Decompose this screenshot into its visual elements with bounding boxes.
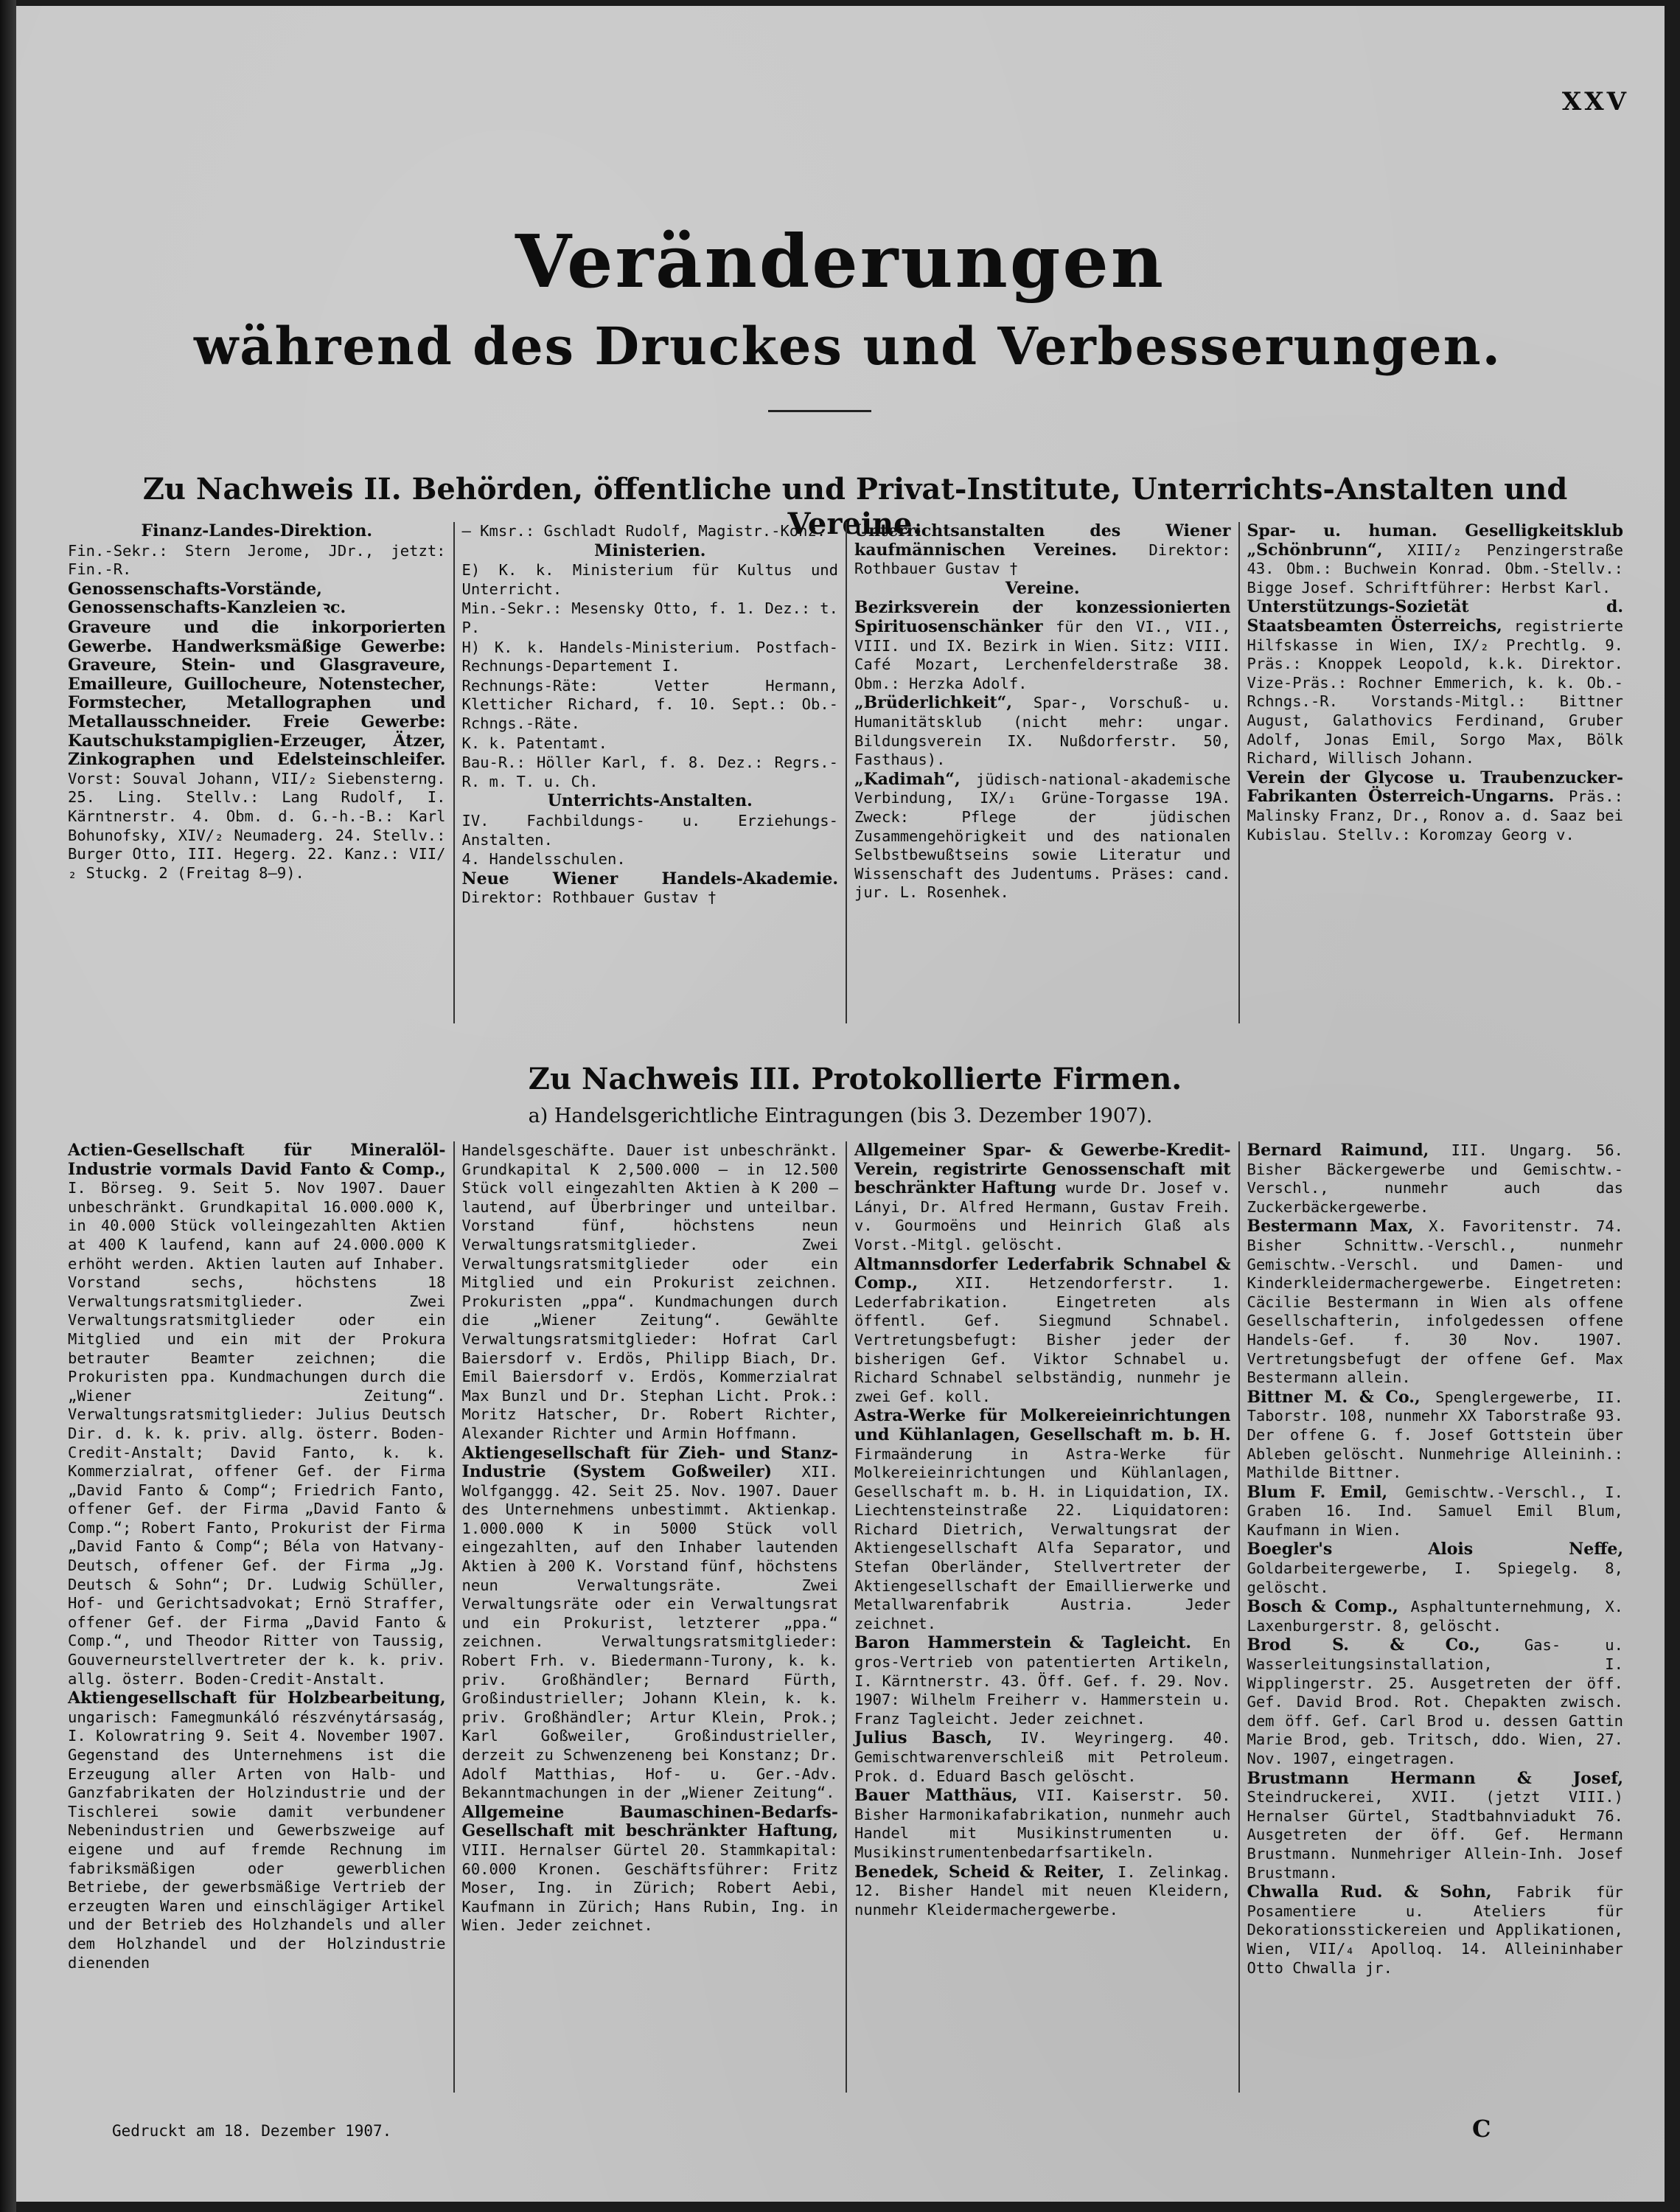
entry-text: I. Zelinkag. 12. Bisher Handel mit neuen Kleidern, nunmehr Kleidermachergewerbe. xyxy=(854,1863,1231,1919)
directory-entry xyxy=(1247,1217,1624,1387)
entry-name: Boegler's Alois Neffe, xyxy=(1247,1540,1623,1559)
directory-entry xyxy=(854,1634,1231,1728)
text-column-3 xyxy=(846,1141,1238,2093)
entry-text: Direktor: Rothbauer Gustav † xyxy=(854,540,1231,578)
entry-text: — Kmsr.: Gschladt Rudolf, Magistr.-Konz. xyxy=(461,522,826,540)
entry-name: Brod S. & Co., xyxy=(1247,1635,1480,1655)
entry-name: Bittner M. & Co., xyxy=(1247,1387,1421,1407)
entry-text: Spar-, Vorschuß- u. Humanitätsklub (nicht mehr: ungar. Bildungsverein IX. Nußdorferstr. 50, Fasthaus). xyxy=(854,694,1231,769)
directory-entry xyxy=(462,522,839,541)
entry-text: XII. Hetzendorferstr. 1. Lederfabrikation. Eingetreten als öffentl. Gef. Siegmund Schnabel. Vertretungsbefugt: Bisher jeder der bisherigen Gef. Viktor Schnabel u. Richard Schnabel selbständig, nunmehr je zwei Gef. koll. xyxy=(854,1274,1231,1405)
directory-entry xyxy=(462,1444,839,1803)
entry-name: Unterrichts-Anstalten. xyxy=(547,791,753,811)
directory-entry xyxy=(1247,598,1624,768)
entry-text: Direktor: Rothbauer Gustav † xyxy=(461,888,717,907)
directory-entry xyxy=(462,1141,839,1444)
entry-name: Blum F. Emil, xyxy=(1247,1482,1388,1502)
entry-name: Julius Basch, xyxy=(854,1728,992,1748)
directory-entry xyxy=(854,522,1231,579)
entry-text: Min.-Sekr.: Mesensky Otto, f. 1. Dez.: t. P. xyxy=(461,599,838,636)
entry-name: Brustmann Hermann & Josef, xyxy=(1247,1768,1623,1788)
entry-name: Finanz-Landes-Direktion. xyxy=(141,522,373,540)
directory-entry xyxy=(854,771,1231,902)
entry-name: Unterrichtsanstalten des Wiener kaufmännischen Vereines. xyxy=(854,522,1231,560)
directory-entry xyxy=(462,599,839,637)
entry-text: Fin.-Sekr.: Stern Jerome, JDr., jetzt: Fin.-R. xyxy=(68,541,446,579)
entry-name: „Kadimah“, xyxy=(854,769,961,789)
entry-text: En gros-Vertrieb von patentierten Artikeln, I. Kärntnerstr. 43. Öff. Gef. f. 29. Nov. 1907: Wilhelm Freiherr v. Hammerstein u. Franz Tagleicht. Jeder zeichnet. xyxy=(854,1634,1231,1728)
entry-name: Genossenschafts-Vorstände, Genossenschafts-Kanzleien ꝛc. xyxy=(68,579,346,618)
directory-entry xyxy=(462,677,839,734)
entry-name: Bernard Raimund, xyxy=(1247,1141,1429,1160)
entry-text: VII. Kaiserstr. 50. Bisher Harmonikafabrikation, nunmehr auch Handel mit Musikinstrumenten u. Musikinstrumentenbedarfsartikeln. xyxy=(854,1787,1231,1861)
entry-text: Vorst: Souval Johann, VII/₂ Siebensterng. 25. Ling. Stellv.: Lang Rudolf, I. Kärntnerstr. 4. Obm. d. G.-h.-B.: Karl Bohunofsky, XIV/₂ Neumaderg. 24. Stellv.: Burger Otto, III. Hegerg. 22. Kanz.: VII/₂ Stuckg. 2 (Freitag 8—9). xyxy=(68,769,446,882)
directory-entry xyxy=(68,1141,446,1688)
entry-text: für den VI., VII., VIII. und IX. Bezirk in Wien. Sitz: VIII. Café Mozart, Lerchenfelderstraße 38. Obm.: Herzka Adolf. xyxy=(854,617,1231,692)
entry-text: wurde Dr. Josef v. Lányi, Dr. Alfred Hermann, Gustav Freih. v. Gourmoëns und Heinrich Glaß als Vorst.-Mitgl. gelöscht. xyxy=(854,1179,1231,1253)
subsection-heading xyxy=(462,792,839,811)
directory-entry xyxy=(462,812,839,849)
entry-text: Rechnungs-Räte: Vetter Hermann, Kletticher Richard, f. 10. Sept.: Ob.-Rchngs.-Räte. xyxy=(461,676,838,732)
entry-text: E) K. k. Ministerium für Kultus und Unterricht. xyxy=(461,561,838,598)
subsection-heading xyxy=(462,542,839,561)
entry-text: IV. Weyringerg. 40. Gemischtwarenverschleiß mit Petroleum. Prok. d. Eduard Basch gelöscht. xyxy=(854,1729,1231,1785)
directory-entry xyxy=(462,639,839,676)
entry-text: XIII/₂ Penzingerstraße 43. Obm.: Buchwein Konrad. Obm.-Stellv.: Bigge Josef. Schriftführer: Herbst Karl. xyxy=(1247,540,1623,597)
entry-text: Präs.: Malinsky Franz, Dr., Ronov a. d. Saaz bei Kubislau. Stellv.: Koromzay Georg v. xyxy=(1247,787,1623,844)
entry-name: „Brüderlichkeit“, xyxy=(854,693,1012,713)
directory-entry xyxy=(1247,769,1624,844)
subsection-heading xyxy=(854,580,1231,599)
directory-entry xyxy=(1247,1141,1624,1217)
directory-entry xyxy=(1247,1388,1624,1483)
directory-entry xyxy=(1247,1770,1624,1883)
directory-entry xyxy=(68,580,446,618)
corner-mark: C xyxy=(1472,2115,1491,2143)
text-column-2 xyxy=(453,1141,846,2093)
entry-text: Firmaänderung in Astra-Werke für Molkereieinrichtungen und Kühlanlagen, Gesellschaft m. b. H. in Liquidation, IX. Liechtensteinstraße 22. Liquidatoren: Richard Dietrich, Verwaltungsrat der Aktiengesellschaft Alfa Separator, und Stefan Oberländer, Stellvertreter der Aktiengesellschaft der Emaillierwerke und Metallwarenfabrik Austria. Jeder zeichnet. xyxy=(854,1444,1231,1632)
entry-name: Vereine. xyxy=(1005,578,1080,598)
entry-name: Altmannsdorfer Lederfabrik Schnabel & Comp., xyxy=(854,1254,1231,1293)
title-divider xyxy=(768,410,871,412)
text-column-4 xyxy=(1238,1141,1631,2093)
section-heading-nachweis-3: Zu Nachweis III. Protokollierte Firmen. xyxy=(528,1062,1182,1096)
text-column-1 xyxy=(60,522,453,1023)
entry-name: Bestermann Max, xyxy=(1247,1217,1414,1237)
directory-entry xyxy=(462,850,839,869)
entry-text: jüdisch-national-akademische Verbindung, IX/₁ Grüne-Torgasse 19A. Zweck: Pflege der jüdischen Zusammengehörigkeit und des nationalen Selbstbewußtseins sowie Literatur und Wissenschaft des Judentums. Präses: cand. jur. L. Rosenhek. xyxy=(854,770,1231,902)
entry-name: Spar- u. human. Geselligkeitsklub „Schönbrunn“, xyxy=(1247,522,1623,560)
directory-entry xyxy=(462,561,839,599)
entry-name: Bosch & Comp., xyxy=(1247,1597,1398,1617)
subsection-heading xyxy=(68,522,446,541)
entry-text: K. k. Patentamt. xyxy=(461,734,607,752)
entry-name: Chwalla Rud. & Sohn, xyxy=(1247,1882,1492,1902)
directory-entry xyxy=(462,754,839,791)
entry-name: Aktiengesellschaft für Zieh- und Stanz-Industrie (System Goßweiler) xyxy=(461,1443,838,1482)
entry-name: Aktiengesellschaft für Holzbearbeitung, xyxy=(68,1688,446,1708)
directory-entry xyxy=(462,870,839,908)
entry-text: Asphaltunternehmung, X. Laxenburgerstr. 8, gelöscht. xyxy=(1247,1598,1624,1635)
entry-name: Ministerien. xyxy=(594,540,706,560)
directory-entry xyxy=(68,619,446,883)
entry-text: registrierte Hilfskasse in Wien, IX/₂ Prechtlg. 9. Präs.: Knoppek Leopold, k.k. Direktor. Vize-Präs.: Rochner Emmerich, k. k. Ob.-Rchngs.-R. Vorstands-Mitgl.: Bittner August, Galathovics Ferdinand, Gruber Adolf, Jonas Emil, Sorgo Max, Bölk Richard, Willisch Johann. xyxy=(1247,616,1623,768)
directory-entry xyxy=(1247,1883,1624,1978)
directory-entry xyxy=(68,542,446,580)
entry-text: H) K. k. Handels-Ministerium. Postfach-Rechnungs-Departement I. xyxy=(461,638,838,675)
directory-entry xyxy=(854,1256,1231,1407)
entry-text: Spenglergewerbe, II. Taborstr. 108, nunmehr XX Taborstraße 93. Der offene G. f. Josef Gottstein über Ableben gelöscht. Nunmehrige Alleininh.: Mathilde Bittner. xyxy=(1247,1388,1624,1482)
page-title: Veränderungen xyxy=(515,220,1165,305)
entry-text: III. Ungarg. 56. Bisher Bäckergewerbe und Gemischtw.-Verschl., nunmehr auch das Zuckerbäckergewerbe. xyxy=(1247,1141,1623,1216)
entry-text: I. Börseg. 9. Seit 5. Nov 1907. Dauer unbeschränkt. Grundkapital 16.000.000 K, in 40.000 Stück volleingezahlten Aktien at 400 K laufend, kann auf 24.000.000 K erhöht werden. Aktien lauten auf Inhaber. Vorstand sechs, höchstens 18 Verwaltungsratsmitglieder. Zwei Verwaltungsratsmitglieder oder ein Mitglied und ein mit der Prokura betrauter Beamter zeichnen; die Prokuristen ppa. Kundmachungen durch die „Wiener Zeitung“. Verwaltungsratsmitglieder: Julius Deutsch Dir. d. k. k. priv. allg. österr. Boden-Credit-Anstalt; David Fanto, k. k. Kommerzialrat, offener Gef. der Firma „David Fanto & Comp“; Friedrich Fanto, offener Gef. der Firma „David Fanto & Comp.“; Robert Fanto, Prokurist der Firma „David Fanto & Comp“; Béla von Hatvany-Deutsch, offener Gef. der Firma „Jg. Deutsch & Sohn“; Dr. Ludwig Schüller, Hof- und Gerichtsadvokat; Ernö Straffer, offener Gef. der Firma „David Fanto & Comp.“, und Theodor Ritter von Taussig, Gouverneurstellvertreter der k. k. priv. allg. österr. Boden-Credit-Anstalt. xyxy=(68,1179,446,1688)
entry-text: Handelsgeschäfte. Dauer ist unbeschränkt. Grundkapital K 2,500.000 — in 12.500 Stück voll eingezahlten Aktien à K 200 — lautend, auf Überbringer und unteilbar. Vorstand fünf, höchstens neun Verwaltungsratsmitglieder. Zwei Verwaltungsratsmitglieder oder ein Mitglied und ein Prokurist zeichnen. Prokuristen „ppa“. Kundmachungen durch die „Wiener Zeitung“. Gewählte Verwaltungsratsmitglieder: Hofrat Carl Baiersdorf v. Erdös, Philipp Biach, Dr. Emil Baiersdorf v. Erdös, Kommerzialrat Max Bunzl und Dr. Stephan Licht. Prok.: Moritz Hatscher, Dr. Robert Richter, Alexander Richter und Armin Hoffmann. xyxy=(461,1141,838,1442)
section-heading-nachweis-2: Zu Nachweis II. Behörden, öffentliche und Privat-Institute, Unterrichts-Anstalten und Vereine. xyxy=(142,472,1568,541)
directory-entry xyxy=(854,1787,1231,1862)
entry-text: Gemischtw.-Verschl., I. Graben 16. Ind. Samuel Emil Blum, Kaufmann in Wien. xyxy=(1247,1483,1623,1539)
entry-text: Gas- u. Wasserleitungsinstallation, I. Wipplingerstr. 25. Ausgetreten der öff. Gef. David Brod. Rot. Chepakten zwisch. dem öff. Gef. Carl Brod u. dessen Gattin Marie Brod, geb. Tritsch, ddo. Wien, 27. Nov. 1907, eingetragen. xyxy=(1247,1636,1623,1767)
directory-entry xyxy=(1247,1484,1624,1540)
text-column-3 xyxy=(846,522,1238,1023)
entry-text: Goldarbeitergewerbe, I. Spiegelg. 8, gelöscht. xyxy=(1247,1559,1623,1596)
entry-text: VIII. Hernalser Gürtel 20. Stammkapital: 60.000 Kronen. Geschäftsführer: Fritz Moser, Ing. in Zürich; Robert Aebi, Kaufmann in Zürich; Hans Rubin, Ing. in Wien. Jeder zeichnet. xyxy=(461,1840,838,1935)
text-column-1 xyxy=(60,1141,453,2093)
entry-name: Actien-Gesellschaft für Mineralöl-Industrie vormals David Fanto & Comp., xyxy=(68,1141,446,1179)
entry-name: Neue Wiener Handels-Akademie. xyxy=(461,869,838,888)
page-subtitle: während des Druckes und Verbesserungen. xyxy=(194,316,1502,377)
directory-entry xyxy=(462,734,839,754)
directory-entry xyxy=(1247,522,1624,597)
entry-name: Unterstützungs-Sozietät d. Staatsbeamten Österreichs, xyxy=(1247,597,1623,636)
entry-name: Astra-Werke für Molkereieinrichtungen und Kühlanlagen, Gesellschaft m. b. H. xyxy=(854,1406,1231,1444)
directory-entry xyxy=(462,1804,839,1935)
entry-text: IV. Fachbildungs- u. Erziehungs-Anstalten. xyxy=(461,811,838,849)
entry-text: Bau-R.: Höller Karl, f. 8. Dez.: Regrs.-R. m. T. u. Ch. xyxy=(461,754,838,790)
print-date: Gedruckt am 18. Dezember 1907. xyxy=(112,2122,392,2140)
entry-name: Verein der Glycose u. Traubenzucker-Fabrikanten Österreich-Ungarns. xyxy=(1247,768,1623,807)
book-spine xyxy=(0,0,16,2212)
directory-entry xyxy=(68,1689,446,1972)
entry-name: Bezirksverein der konzessionierten Spirituosenschänker xyxy=(854,598,1231,636)
directory-entry xyxy=(1247,1636,1624,1768)
entry-name: Benedek, Scheid & Reiter, xyxy=(854,1862,1105,1882)
text-column-2 xyxy=(453,522,846,1023)
entry-text: X. Favoritenstr. 74. Bisher Schnittw.-Verschl., nunmehr Gemischtw.-Verschl. und Damen- und Kinderkleidermachergewerbe. Eingetreten: Cäcilie Bestermann in Wien als offene Gesellschafterin, infolgedessen offene Handels-Gef. f. 30 Nov. 1907. Vertretungsbefugt der offene Gef. Max Bestermann allein. xyxy=(1247,1217,1624,1387)
directory-entry xyxy=(854,1141,1231,1255)
document-page xyxy=(16,6,1665,2202)
directory-entry xyxy=(854,694,1231,769)
entry-name: Bauer Matthäus, xyxy=(854,1786,1018,1806)
directory-entry xyxy=(854,1407,1231,1633)
entry-name: Allgemeine Baumaschinen-Bedarfs-Gesellschaft mit beschränkter Haftung, xyxy=(461,1802,838,1841)
directory-entry xyxy=(1247,1598,1624,1635)
entry-text: XII. Wolfganggg. 42. Seit 25. Nov. 1907. Dauer des Unternehmens unbestimmt. Aktienkap. 1.000.000 K in 5000 Stück voll eingezahlten, auf den Inhaber lautenden Aktien à 200 K. Vorstand fünf, höchstens neun Verwaltungsräte. Zwei Verwaltungsräte oder ein Verwaltungsrat und ein Prokurist, letzterer „ppa.“ zeichnen. Verwaltungsratsmitglieder: Robert Frh. v. Biedermann-Turony, k. k. priv. Großhändler; Bernard Fürth, Großindustrieller; Johann Klein, k. k. priv. Großhändler; Artur Klein, Prok.; Karl Goßweiler, Großindustrieller, derzeit zu Schwenzeneng bei Konstanz; Dr. Adolf Matthias, Hof- u. Ger.-Adv. Bekanntmachungen in der „Wiener Zeitung“. xyxy=(461,1463,839,1802)
section-subheading: a) Handelsgerichtliche Eintragungen (bis 3. Dezember 1907). xyxy=(528,1105,1153,1127)
text-column-4 xyxy=(1238,522,1631,1023)
directory-entry xyxy=(854,1863,1231,1920)
entry-text: ungarisch: Famegmunkáló részvénytársaság, I. Kolowratring 9. Seit 4. November 1907. Gegenstand des Unternehmens ist die Erzeugung aller Arten von Halb- und Ganzfabrikaten der Holzindustrie und der Tischlerei sowie damit verbundener Nebenindustrien und Gewerbszweige auf eigene und auf fremde Rechnung im fabriksmäßigen oder gewerblichen Betriebe, der gewerbsmäßige Vertrieb der erzeugten Waren und einschlägiger Artikel und der Betrieb des Holzhandels und aller dem Holzhandel und der Holzindustrie dienenden xyxy=(68,1708,446,1972)
directory-entry xyxy=(854,1729,1231,1786)
entry-text: Steindruckerei, XVII. (jetzt VIII.) Hernalser Gürtel, Stadtbahnviadukt 76. Ausgetreten der öff. Gef. Hermann Brustmann. Nunmehriger Allein-Inh. Josef Brustmann. xyxy=(1247,1788,1623,1882)
directory-entry xyxy=(854,599,1231,693)
section-nachweis-2-columns xyxy=(60,522,1631,1023)
entry-name: Baron Hammerstein & Tagleicht. xyxy=(854,1633,1192,1653)
entry-name: Allgemeiner Spar- & Gewerbe-Kredit-Verein, registrirte Genossenschaft mit beschränkter Haftung xyxy=(854,1141,1231,1198)
entry-text: 4. Handelsschulen. xyxy=(461,850,626,869)
entry-text: Fabrik für Posamentiere u. Ateliers für Dekorationsstickereien und Applikationen, Wien, VII/₄ Apolloq. 14. Alleininhaber Otto Chwalla jr. xyxy=(1247,1883,1624,1977)
directory-entry xyxy=(1247,1540,1624,1597)
section-nachweis-3-columns xyxy=(60,1141,1631,2093)
entry-name: Graveure und die inkorporierten Gewerbe. Handwerksmäßige Gewerbe: Graveure, Stein- und Glasgraveure, Emailleure, Guillocheure, Notenstecher, Formstecher, Metallographen und Metallausschneider. Freie Gewerbe: Kautschukstampiglien-Erzeuger, Ätzer, Zinkographen und Edelsteinschleifer. xyxy=(68,617,446,770)
page-number: XXV xyxy=(1561,87,1629,116)
